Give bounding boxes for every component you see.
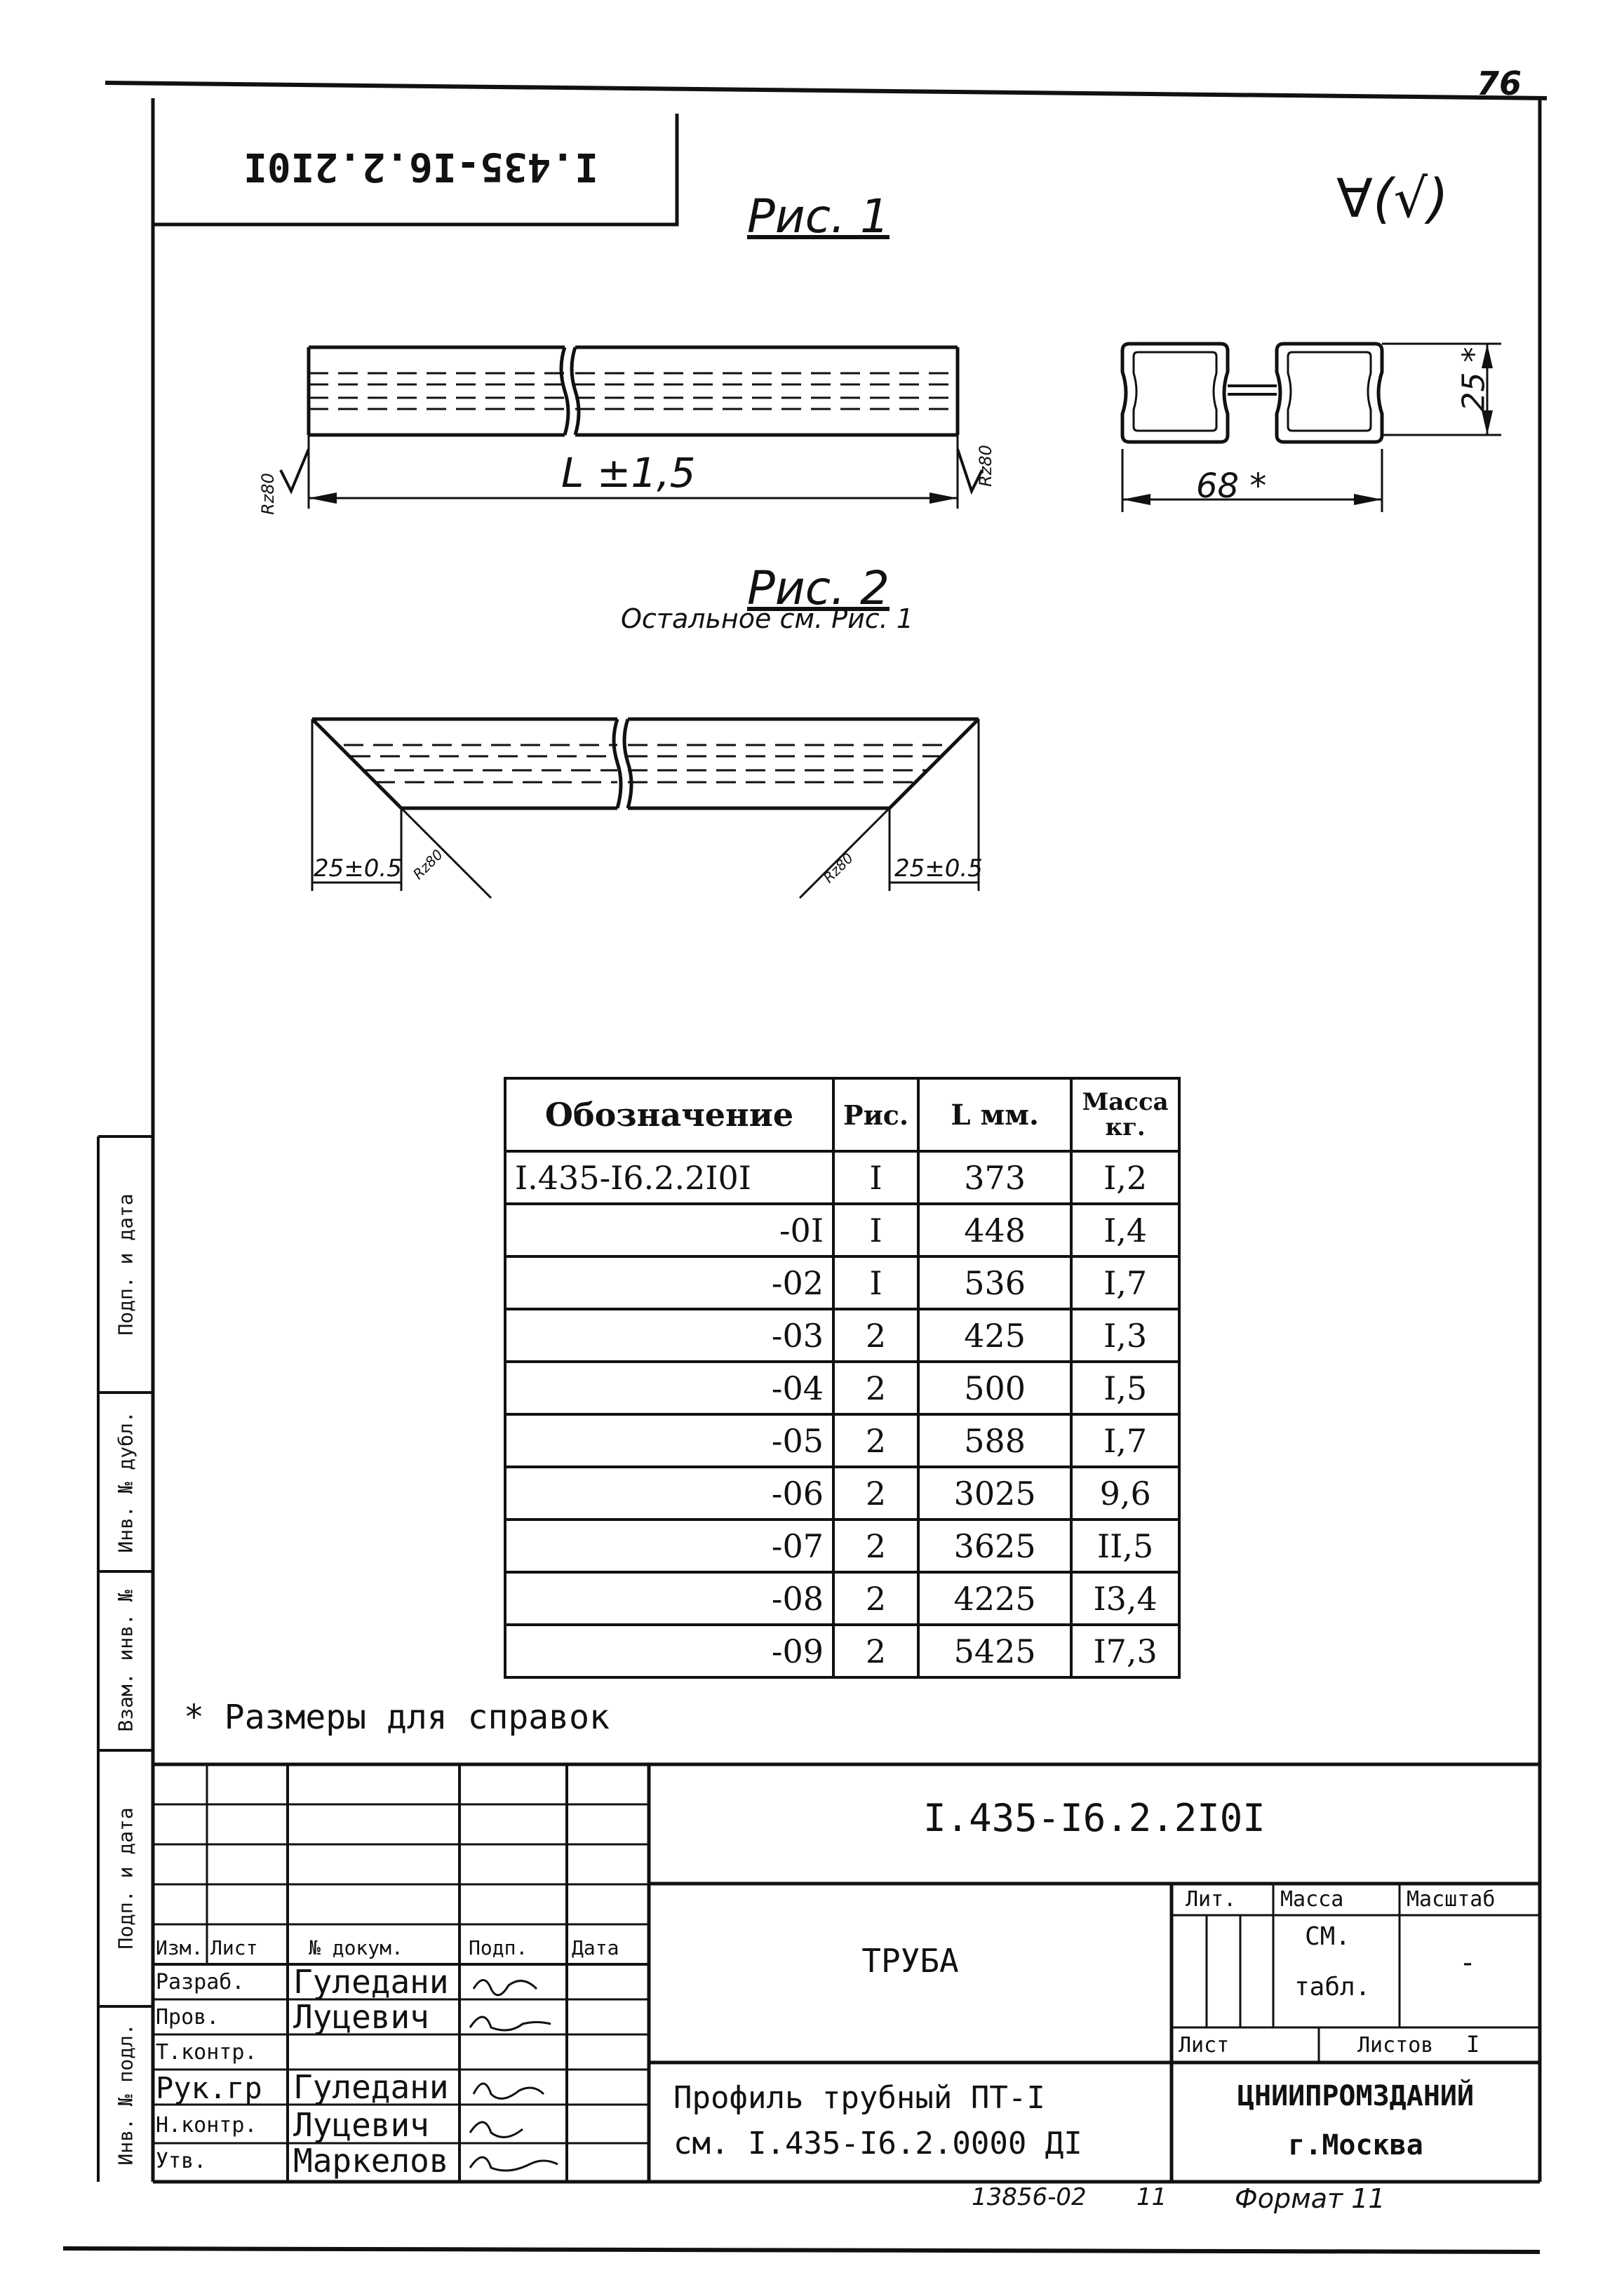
col-list: Лист <box>210 1936 258 1959</box>
fig2-title: Рис. 2 <box>747 561 890 615</box>
fig1-width-dim: 68 * <box>1196 467 1267 506</box>
side-label-sign-date-2: Подп. и дата <box>114 1807 137 1950</box>
table-row: -06 2 3025 9,6 <box>505 1467 1179 1520</box>
fig1-rough-right: Rz80 <box>975 445 995 487</box>
sheets-label: Листов <box>1357 2033 1434 2058</box>
fig2-dim-right: 25±0.5 <box>894 854 983 883</box>
fig1-height-dim: 25 * <box>1456 347 1492 412</box>
side-label-replace-inv: Взам. инв. № <box>114 1590 137 1732</box>
name-group-head: Гуледани <box>293 2068 449 2106</box>
fig2-dim-left: 25±0.5 <box>314 854 402 883</box>
table-row: -02 I 536 I,7 <box>505 1256 1179 1309</box>
col-date: Дата <box>572 1936 619 1959</box>
signatures <box>459 1964 649 2182</box>
fig1-length-dim: L ±1,5 <box>561 449 696 497</box>
name-approved: Маркелов <box>293 2142 449 2180</box>
side-label-orig-inv: Инв. № подл. <box>114 2023 137 2166</box>
fig2-rough-left: Rz80 <box>409 845 447 883</box>
format-label: Формат 11 <box>1235 2183 1385 2214</box>
scale-label: Масштаб <box>1407 1887 1496 1912</box>
org-name: ЦНИИПРОМЗДАНИЙ <box>1237 2080 1475 2112</box>
fig1-title: Рис. 1 <box>747 189 890 243</box>
col-doc: № докум. <box>309 1936 403 1959</box>
scale-value: - <box>1459 1947 1477 1979</box>
role-tech-control: Т.контр. <box>156 2040 257 2065</box>
side-label-sign-date: Подп. и дата <box>114 1193 137 1336</box>
fig2-rough-right: Rz80 <box>819 849 857 887</box>
role-approved: Утв. <box>156 2149 207 2173</box>
org-city: г.Москва <box>1288 2129 1423 2161</box>
description-line2: см. I.435-I6.2.0000 ДI <box>673 2126 1082 2161</box>
name-checker: Луцевич <box>293 1998 429 2036</box>
bottom-mark: 11 <box>1136 2183 1167 2211</box>
title-doc-code: I.435-I6.2.2I0I <box>923 1796 1266 1840</box>
fig2-note: Остальное см. Рис. 1 <box>621 603 914 634</box>
role-developer: Разраб. <box>156 1970 245 1994</box>
name-norm-control: Луцевич <box>293 2106 429 2144</box>
table-row: -07 2 3625 II,5 <box>505 1520 1179 1572</box>
table-row: -0I I 448 I,4 <box>505 1204 1179 1256</box>
col-sign: Подп. <box>469 1936 528 1959</box>
table-row: -05 2 588 I,7 <box>505 1414 1179 1467</box>
sheets-value: I <box>1466 2031 1480 2058</box>
corner-mark: ∀(√) <box>1336 167 1449 229</box>
table-row: -04 2 500 I,5 <box>505 1362 1179 1414</box>
side-label-dup-inv: Инв. № дубл. <box>114 1411 137 1553</box>
header-designation: Обозначение <box>505 1078 833 1151</box>
bottom-number: 13856-02 <box>972 2183 1087 2211</box>
item-name: ТРУБА <box>861 1942 959 1980</box>
sheet-label: Лист <box>1179 2033 1230 2058</box>
table-row: I.435-I6.2.2I0I I 373 I,2 <box>505 1151 1179 1204</box>
description-line1: Профиль трубный ПТ-I <box>673 2080 1045 2116</box>
table-row: -03 2 425 I,3 <box>505 1309 1179 1362</box>
col-izm: Изм. <box>156 1936 203 1959</box>
header-mass: Масса кг. <box>1071 1078 1179 1151</box>
footnote: * Размеры для справок <box>184 1698 610 1737</box>
role-group-head: Рук.гр <box>156 2071 262 2105</box>
name-developer: Гуледани <box>293 1963 449 2001</box>
role-checker: Пров. <box>156 2005 220 2030</box>
lit-label: Лит. <box>1186 1887 1237 1912</box>
header-length: L мм. <box>918 1078 1071 1151</box>
top-stamp-code: I.435-I6.2.2I0I <box>243 144 598 189</box>
table-row: -09 2 5425 I7,3 <box>505 1625 1179 1677</box>
mass-value-1: СМ. <box>1305 1922 1351 1951</box>
fig1-rough-left: Rz80 <box>257 473 278 515</box>
page-number: 76 <box>1477 65 1522 102</box>
mass-label: Масса <box>1280 1887 1344 1912</box>
table-row: -08 2 4225 I3,4 <box>505 1572 1179 1625</box>
role-norm-control: Н.контр. <box>156 2113 257 2138</box>
header-fig: Рис. <box>833 1078 918 1151</box>
mass-value-2: табл. <box>1294 1973 1371 2001</box>
